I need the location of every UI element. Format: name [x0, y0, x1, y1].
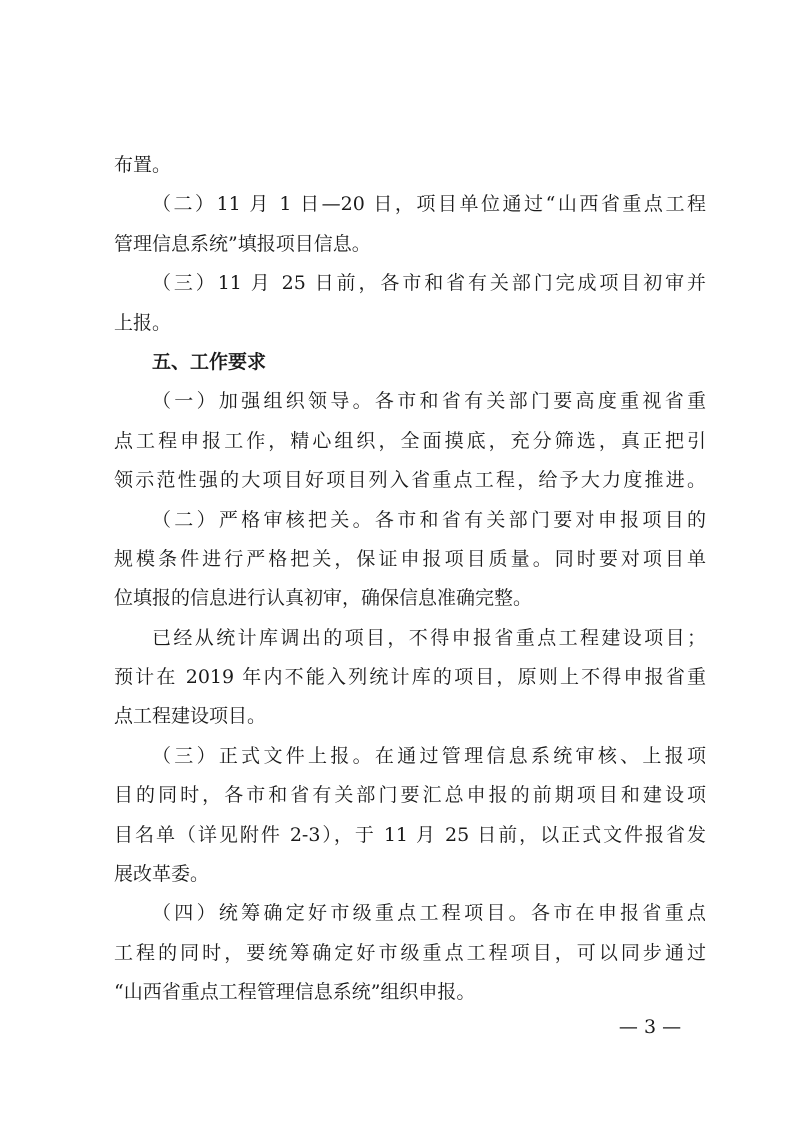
body-text-line: 预计在 2019 年内不能入列统计库的项目，原则上不得申报省重 — [114, 666, 706, 689]
section-heading: 五、工作要求 — [152, 350, 267, 373]
body-text-line: 管理信息系统”填报项目信息。 — [114, 232, 371, 255]
body-text-line: 工程的同时，要统筹确定好市级重点工程项目，可以同步通过 — [114, 941, 706, 964]
body-text-line: 上报。 — [114, 311, 172, 334]
body-text-line: （一）加强组织领导。各市和省有关部门要高度重视省重 — [152, 390, 706, 413]
page-number: — 3 — — [618, 1016, 682, 1038]
body-text-line: （三）正式文件上报。在通过管理信息系统审核、上报项 — [152, 744, 706, 767]
body-text-line: 目的同时，各市和省有关部门要汇总申报的前期项目和建设项 — [114, 784, 706, 807]
body-text-line: （二）11 月 1 日—20 日，项目单位通过“山西省重点工程 — [152, 193, 706, 216]
body-text-line: （三）11 月 25 日前，各市和省有关部门完成项目初审并 — [152, 272, 706, 295]
document-body — [114, 146, 706, 1013]
body-text-line: 点工程申报工作，精心组织，全面摸底，充分筛选，真正把引 — [114, 429, 706, 452]
body-text-line: 点工程建设项目。 — [114, 705, 267, 728]
body-text-line: （二）严格审核把关。各市和省有关部门要对申报项目的 — [152, 508, 706, 531]
body-text-line: 领示范性强的大项目好项目列入省重点工程，给予大力度推进。 — [114, 469, 706, 492]
body-text-line: “山西省重点工程管理信息系统”组织申报。 — [114, 981, 476, 1004]
body-text-line: 布置。 — [114, 154, 172, 176]
body-text-line: 规模条件进行严格把关，保证申报项目质量。同时要对项目单 — [114, 547, 706, 570]
body-text-line: 已经从统计库调出的项目，不得申报省重点工程建设项目； — [152, 626, 706, 649]
body-text-line: 展改革委。 — [114, 863, 210, 886]
body-text-line: 目名单（详见附件 2-3），于 11 月 25 日前，以正式文件报省发 — [114, 823, 706, 846]
body-text-line: 位填报的信息进行认真初审，确保信息准确完整。 — [114, 587, 533, 610]
body-text-line: （四）统筹确定好市级重点工程项目。各市在申报省重点 — [152, 902, 706, 925]
